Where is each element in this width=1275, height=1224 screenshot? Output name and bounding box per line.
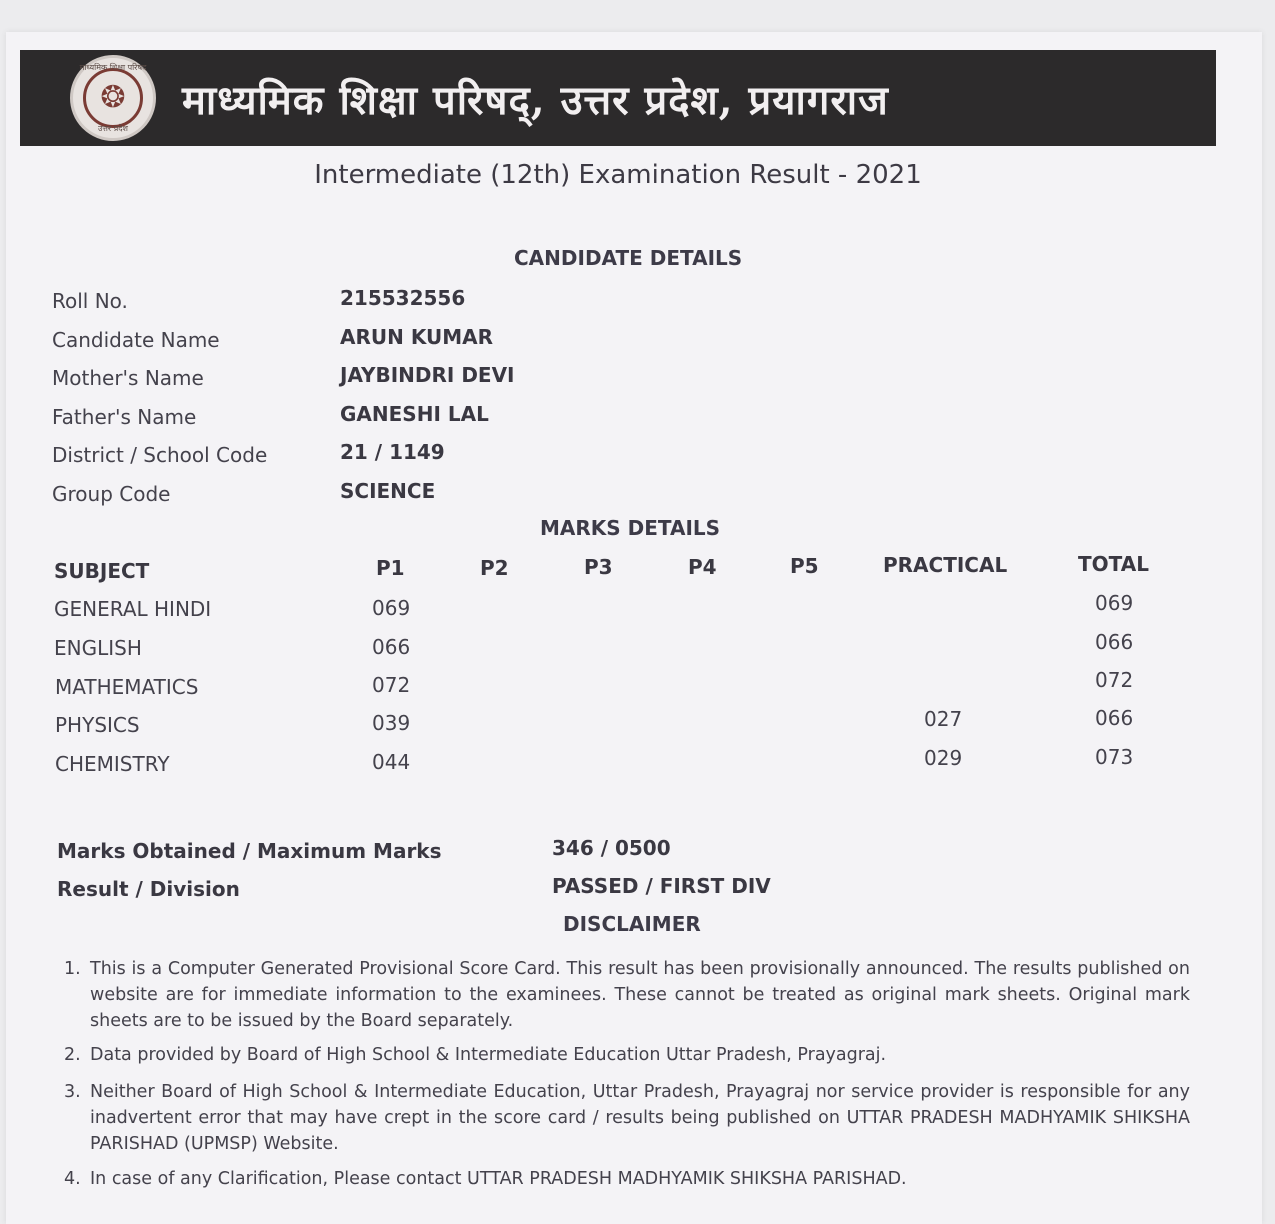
table-row-subject: GENERAL HINDI [54, 597, 212, 621]
candidate-details-heading: CANDIDATE DETAILS [514, 246, 743, 270]
disclaimer-number: 4. [64, 1169, 81, 1189]
marks-obtained-label: Marks Obtained / Maximum Marks [57, 839, 442, 863]
table-row-subject: PHYSICS [55, 713, 140, 737]
candidate-name-value: ARUN KUMAR [340, 325, 493, 349]
table-row-total: 069 [1095, 591, 1134, 615]
column-header-p4: P4 [688, 555, 717, 579]
disclaimer-number: 1. [64, 959, 81, 979]
district-school-code-label: District / School Code [52, 443, 268, 467]
disclaimer-item [64, 1079, 1190, 1157]
header-banner [20, 50, 1216, 146]
board-logo-icon [70, 55, 156, 141]
result-division-value: PASSED / FIRST DIV [552, 874, 771, 898]
table-row-total: 066 [1095, 706, 1134, 730]
table-row-p1: 044 [372, 750, 411, 774]
marks-obtained-value: 346 / 0500 [552, 836, 671, 860]
disclaimer-item [64, 1166, 1190, 1192]
mother-name-value: JAYBINDRI DEVI [340, 363, 515, 387]
mother-name-label: Mother's Name [52, 366, 204, 390]
column-header-practical: PRACTICAL [883, 553, 1008, 577]
board-name: माध्यमिक शिक्षा परिषद्, उत्तर प्रदेश, प्रयागराज [182, 76, 889, 124]
column-header-subject: SUBJECT [54, 559, 150, 583]
column-header-p3: P3 [584, 555, 613, 579]
district-school-code-value: 21 / 1149 [340, 440, 445, 464]
table-row-total: 066 [1095, 630, 1134, 654]
table-row-p1: 066 [372, 635, 411, 659]
table-row-total: 072 [1095, 668, 1134, 692]
table-row-subject: CHEMISTRY [55, 752, 170, 776]
table-row-p1: 072 [372, 673, 411, 697]
column-header-p1: P1 [376, 556, 405, 580]
column-header-p5: P5 [790, 554, 819, 578]
candidate-name-label: Candidate Name [52, 328, 220, 352]
disclaimer-heading: DISCLAIMER [563, 912, 701, 936]
table-row-subject: ENGLISH [54, 636, 142, 660]
emblem-icon: ❂ [83, 68, 143, 128]
father-name-value: GANESHI LAL [340, 402, 489, 426]
logo-bottom-text: उत्तर प्रदेश [98, 124, 128, 133]
table-row-total: 073 [1095, 745, 1134, 769]
disclaimer-number: 3. [64, 1082, 81, 1102]
column-header-total: TOTAL [1078, 552, 1149, 576]
result-division-label: Result / Division [57, 877, 240, 901]
group-code-value: SCIENCE [340, 479, 436, 503]
father-name-label: Father's Name [52, 405, 197, 429]
disclaimer-number: 2. [64, 1045, 81, 1065]
table-row-p1: 039 [372, 711, 411, 735]
table-row-practical: 027 [924, 707, 963, 731]
table-row-subject: MATHEMATICS [55, 675, 199, 699]
table-row-practical: 029 [924, 746, 963, 770]
page-title: Intermediate (12th) Examination Result - 2021 [314, 160, 922, 190]
disclaimer-text: In case of any Clarification, Please contact UTTAR PRADESH MADHYAMIK SHIKSHA PARISHAD. [90, 1169, 907, 1189]
disclaimer-text: Data provided by Board of High School & Intermediate Education Uttar Pradesh, Prayagraj. [90, 1045, 887, 1065]
roll-no-label: Roll No. [52, 289, 128, 313]
marks-details-heading: MARKS DETAILS [540, 516, 721, 540]
disclaimer-text: This is a Computer Generated Provisional Score Card. This result has been provisionally announced. The results published on website are for immediate information to the examinees. These cannot be treated as original mark sheets. Original mark sheets are to be issued by the Board separately. [90, 959, 1190, 1031]
table-row-p1: 069 [372, 596, 411, 620]
disclaimer-item [64, 1042, 1190, 1068]
disclaimer-item [64, 956, 1190, 1034]
column-header-p2: P2 [480, 556, 509, 580]
roll-no-value: 215532556 [340, 286, 466, 310]
logo-top-text: माध्यमिक शिक्षा परिषद [79, 63, 147, 72]
group-code-label: Group Code [52, 482, 171, 506]
disclaimer-text: Neither Board of High School & Intermediate Education, Uttar Pradesh, Prayagraj nor service provider is responsible for any inadvertent error that may have crept in the score card / results being published on UTTAR PRADESH MADHYAMIK SHIKSHA PARISHAD (UPMSP) Website. [90, 1082, 1190, 1154]
